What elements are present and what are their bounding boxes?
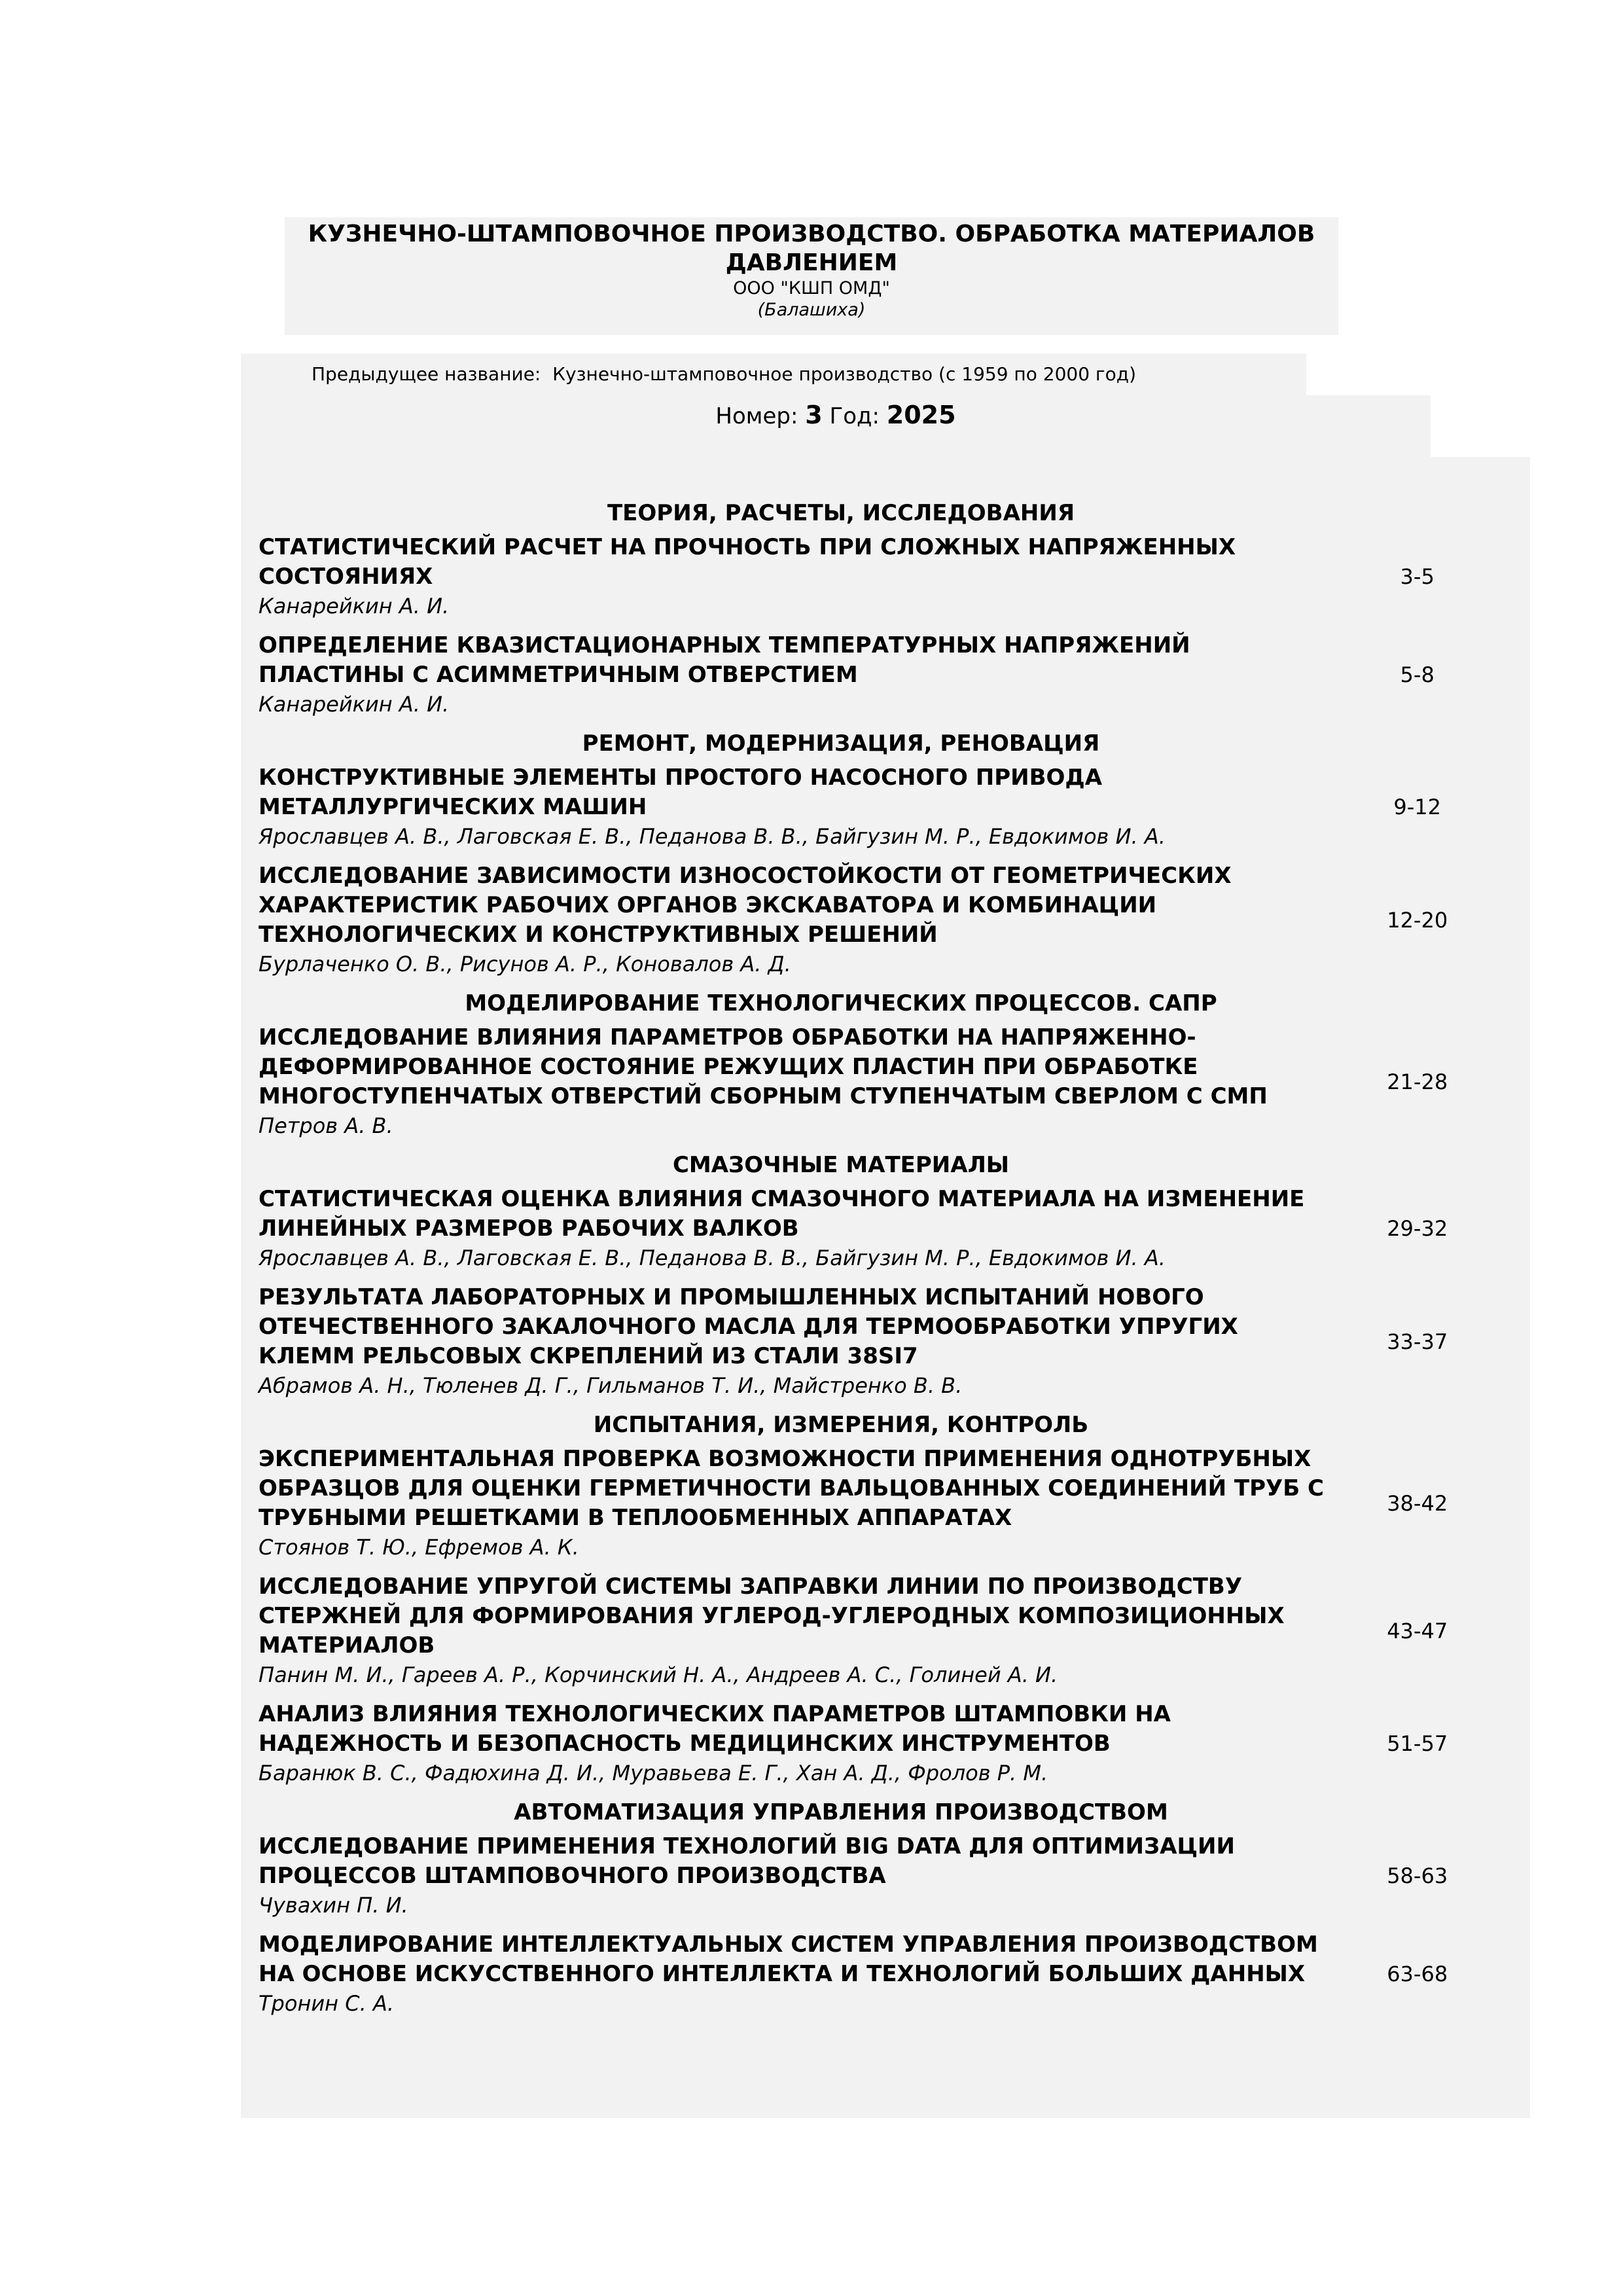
article-body (259, 1283, 1332, 1400)
issue-year-label: Год: (829, 403, 880, 429)
section-heading: ИСПЫТАНИЯ, ИЗМЕРЕНИЯ, КОНТРОЛЬ (593, 1412, 1089, 1438)
article-authors: Баранюк В. С., Фадюхина Д. И., Муравьева Е. Г., Хан А. Д., Фролов Р. М. (259, 1761, 1048, 1785)
article-title[interactable]: ИССЛЕДОВАНИЕ ЗАВИСИМОСТИ ИЗНОСОСТОЙКОСТИ ОТ ГЕОМЕТРИЧЕСКИХ ХАРАКТЕРИСТИК РАБОЧИХ ОРГАНОВ ЭКСКАВАТОРА И КОМБИНАЦИИ ТЕХНОЛОГИЧЕСКИХ И КОНСТРУКТИВНЫХ РЕШЕНИЙ (259, 863, 1232, 948)
article-pages: 5-8 (1400, 662, 1435, 687)
article-body (259, 861, 1332, 978)
article-entry[interactable] (259, 533, 1502, 620)
article-pages: 58-63 (1387, 1863, 1448, 1888)
article-pages: 21-28 (1387, 1069, 1448, 1094)
article-pages: 43-47 (1387, 1618, 1448, 1643)
article-authors: Бурлаченко О. В., Рисунов А. Р., Коновалов А. Д. (259, 952, 791, 977)
article-title[interactable]: АНАЛИЗ ВЛИЯНИЯ ТЕХНОЛОГИЧЕСКИХ ПАРАМЕТРОВ ШТАМПОВКИ НА НАДЕЖНОСТЬ И БЕЗОПАСНОСТЬ МЕДИЦИНСКИХ ИНСТРУМЕНТОВ (259, 1701, 1171, 1757)
article-pages: 51-57 (1387, 1731, 1448, 1756)
article-entry[interactable] (259, 1572, 1502, 1689)
article-title[interactable]: СТАТИСТИЧЕСКИЙ РАСЧЕТ НА ПРОЧНОСТЬ ПРИ СЛОЖНЫХ НАПРЯЖЕННЫХ СОСТОЯНИЯХ (259, 534, 1236, 590)
issue-year: 2025 (886, 401, 956, 429)
article-body (259, 1832, 1332, 1920)
journal-title: КУЗНЕЧНО-ШТАМПОВОЧНОЕ ПРОИЗВОДСТВО. ОБРАБОТКА МАТЕРИАЛОВ ДАВЛЕНИЕМ (308, 221, 1315, 276)
article-entry[interactable] (259, 1700, 1502, 1787)
article-pages: 12-20 (1387, 907, 1448, 933)
section-heading: РЕМОНТ, МОДЕРНИЗАЦИЯ, РЕНОВАЦИЯ (582, 730, 1100, 757)
table-of-contents-box (241, 457, 1530, 2118)
section-heading: ТЕОРИЯ, РАСЧЕТЫ, ИССЛЕДОВАНИЯ (607, 500, 1075, 526)
article-pages: 38-42 (1387, 1490, 1448, 1516)
article-authors: Абрамов А. Н., Тюленев Д. Г., Гильманов Т. И., Майстренко В. В. (259, 1373, 963, 1398)
publisher-city: (Балашиха) (757, 300, 866, 320)
article-title[interactable]: КОНСТРУКТИВНЫЕ ЭЛЕМЕНТЫ ПРОСТОГО НАСОСНОГО ПРИВОДА МЕТАЛЛУРГИЧЕСКИХ МАШИН (259, 764, 1103, 820)
previous-name (312, 363, 1136, 386)
article-authors: Панин М. И., Гареев А. Р., Корчинский Н. А., Андреев А. С., Голиней А. И. (259, 1662, 1058, 1687)
article-authors: Петров А. В. (259, 1113, 393, 1138)
article-entry[interactable] (259, 1185, 1502, 1272)
article-authors: Чувахин П. И. (259, 1893, 408, 1918)
article-pages: 63-68 (1387, 1962, 1448, 1986)
article-authors: Тронин С. А. (259, 1991, 394, 2016)
article-body (259, 533, 1332, 620)
article-body (259, 1444, 1332, 1562)
article-body (259, 1572, 1332, 1689)
article-body (259, 1930, 1332, 2018)
previous-name-box (241, 353, 1306, 395)
previous-name-label: Предыдущее название: (312, 363, 541, 385)
section-heading: АВТОМАТИЗАЦИЯ УПРАВЛЕНИЯ ПРОИЗВОДСТВОМ (514, 1799, 1168, 1825)
article-entry[interactable] (259, 1832, 1502, 1920)
issue-info (241, 401, 1431, 431)
article-body (259, 1700, 1332, 1787)
article-body (259, 763, 1332, 851)
table-of-contents (259, 499, 1502, 2028)
article-authors: Ярославцев А. В., Лаговская Е. В., Педанова В. В., Байгузин М. Р., Евдокимов И. А. (259, 1246, 1166, 1270)
article-pages: 29-32 (1387, 1216, 1448, 1241)
article-title[interactable]: МОДЕЛИРОВАНИЕ ИНТЕЛЛЕКТУАЛЬНЫХ СИСТЕМ УПРАВЛЕНИЯ ПРОИЗВОДСТВОМ НА ОСНОВЕ ИСКУССТВЕННОГО ИНТЕЛЛЕКТА И ТЕХНОЛОГИЙ БОЛЬШИХ ДАННЫХ (259, 1931, 1318, 1987)
article-body (259, 631, 1332, 719)
issue-number: 3 (805, 401, 823, 429)
article-authors: Канарейкин А. И. (259, 692, 450, 717)
article-title[interactable]: ИССЛЕДОВАНИЕ ПРИМЕНЕНИЯ ТЕХНОЛОГИЙ BIG DATA ДЛЯ ОПТИМИЗАЦИИ ПРОЦЕССОВ ШТАМПОВОЧНОГО ПРОИЗВОДСТВА (259, 1833, 1235, 1889)
article-entry[interactable] (259, 861, 1502, 978)
section-heading: МОДЕЛИРОВАНИЕ ТЕХНОЛОГИЧЕСКИХ ПРОЦЕССОВ. САПР (465, 990, 1217, 1016)
article-title[interactable]: ИССЛЕДОВАНИЕ УПРУГОЙ СИСТЕМЫ ЗАПРАВКИ ЛИНИИ ПО ПРОИЗВОДСТВУ СТЕРЖНЕЙ ДЛЯ ФОРМИРОВАНИЯ УГЛЕРОД-УГЛЕРОДНЫХ КОМПОЗИЦИОННЫХ МАТЕРИАЛОВ (259, 1573, 1285, 1659)
article-title[interactable]: РЕЗУЛЬТАТА ЛАБОРАТОРНЫХ И ПРОМЫШЛЕННЫХ ИСПЫТАНИЙ НОВОГО ОТЕЧЕСТВЕННОГО ЗАКАЛОЧНОГО МАСЛА ДЛЯ ТЕРМООБРАБОТКИ УПРУГИХ КЛЕММ РЕЛЬСОВЫХ СКРЕПЛЕНИЙ ИЗ СТАЛИ 38SI7 (259, 1284, 1238, 1369)
article-body (259, 1023, 1332, 1140)
section-heading: СМАЗОЧНЫЕ МАТЕРИАЛЫ (672, 1152, 1010, 1178)
article-authors: Стоянов Т. Ю., Ефремов А. К. (259, 1535, 579, 1560)
article-pages: 9-12 (1393, 795, 1441, 819)
article-entry[interactable] (259, 1444, 1502, 1562)
article-entry[interactable] (259, 631, 1502, 719)
article-entry[interactable] (259, 1930, 1502, 2018)
article-authors: Ярославцев А. В., Лаговская Е. В., Педанова В. В., Байгузин М. Р., Евдокимов И. А. (259, 824, 1166, 849)
issue-number-label: Номер: (715, 403, 798, 429)
article-title[interactable]: ОПРЕДЕЛЕНИЕ КВАЗИСТАЦИОНАРНЫХ ТЕМПЕРАТУРНЫХ НАПРЯЖЕНИЙ ПЛАСТИНЫ С АСИММЕТРИЧНЫМ ОТВЕРСТИЕМ (259, 632, 1190, 688)
article-pages: 3-5 (1400, 564, 1435, 589)
previous-name-value: Кузнечно-штамповочное производство (с 1959 по 2000 год) (552, 363, 1137, 385)
article-pages: 33-37 (1387, 1329, 1448, 1354)
journal-header (285, 217, 1338, 335)
article-title[interactable]: ЭКСПЕРИМЕНТАЛЬНАЯ ПРОВЕРКА ВОЗМОЖНОСТИ ПРИМЕНЕНИЯ ОДНОТРУБНЫХ ОБРАЗЦОВ ДЛЯ ОЦЕНКИ ГЕРМЕТИЧНОСТИ ВАЛЬЦОВАННЫХ СОЕДИНЕНИЙ ТРУБ С ТРУБНЫМИ РЕШЕТКАМИ В ТЕПЛООБМЕННЫХ АППАРАТАХ (259, 1446, 1324, 1531)
issue-info-box (241, 395, 1431, 457)
article-entry[interactable] (259, 763, 1502, 851)
publisher: ООО "КШП ОМД" (733, 278, 890, 298)
article-title[interactable]: СТАТИСТИЧЕСКАЯ ОЦЕНКА ВЛИЯНИЯ СМАЗОЧНОГО МАТЕРИАЛА НА ИЗМЕНЕНИЕ ЛИНЕЙНЫХ РАЗМЕРОВ РАБОЧИХ ВАЛКОВ (259, 1186, 1305, 1242)
article-title[interactable]: ИССЛЕДОВАНИЕ ВЛИЯНИЯ ПАРАМЕТРОВ ОБРАБОТКИ НА НАПРЯЖЕННО-ДЕФОРМИРОВАННОЕ СОСТОЯНИЕ РЕЖУЩИХ ПЛАСТИН ПРИ ОБРАБОТКЕ МНОГОСТУПЕНЧАТЫХ ОТВЕРСТИЙ СБОРНЫМ СТУПЕНЧАТЫМ СВЕРЛОМ С СМП (259, 1024, 1268, 1109)
article-entry[interactable] (259, 1023, 1502, 1140)
article-authors: Канарейкин А. И. (259, 594, 450, 619)
article-body (259, 1185, 1332, 1272)
article-entry[interactable] (259, 1283, 1502, 1400)
